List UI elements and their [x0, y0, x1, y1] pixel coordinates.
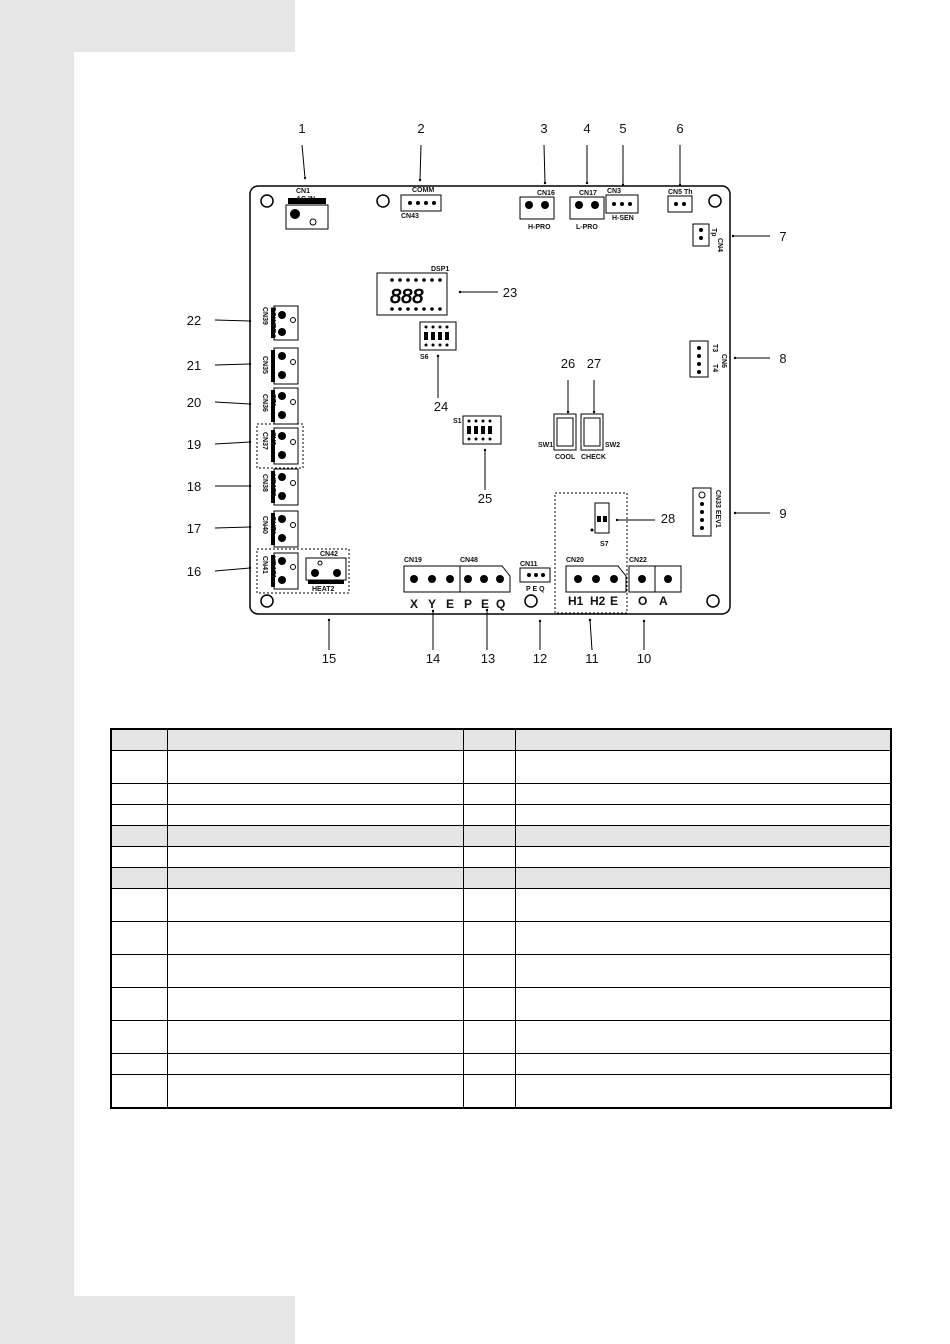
table-cell [463, 868, 516, 889]
callout-27: 27 [586, 356, 602, 371]
terminal-x: X [410, 597, 419, 611]
table-cell [111, 1021, 168, 1054]
table-cell [168, 988, 463, 1021]
table-cell [516, 784, 891, 805]
table-row [111, 826, 891, 847]
callout-6: 6 [676, 121, 684, 136]
cn20-label: CN20 [566, 557, 584, 564]
pcb-board-outline [250, 186, 730, 614]
cn35-label: CN35 [261, 356, 268, 374]
table-cell [516, 922, 891, 955]
leader-line-17 [215, 527, 250, 528]
callout-10: 10 [636, 651, 652, 666]
ac-in-label: AC IN [296, 196, 316, 203]
table-cell [111, 988, 168, 1021]
table-cell [111, 889, 168, 922]
terminal-o: O [638, 594, 648, 608]
callout-8: 8 [779, 351, 787, 366]
cn33-eev1-label: CN33 EEV1 [714, 490, 721, 528]
terminal-e: E [446, 597, 455, 611]
cn41-label: CN41 [261, 556, 268, 574]
table-cell [463, 826, 516, 847]
l-pro-label: L-PRO [576, 224, 598, 231]
tp-label: Tp [710, 228, 717, 237]
cn22-label: CN22 [629, 557, 647, 564]
table-cell [168, 826, 463, 847]
h-pro-label: H-PRO [528, 224, 551, 231]
peq-label: P E Q [526, 586, 545, 593]
callout-7: 7 [779, 229, 787, 244]
callout-13: 13 [480, 651, 496, 666]
leader-line-16 [215, 568, 250, 571]
cn11-label: CN11 [520, 561, 538, 568]
t3-label: T3 [711, 344, 718, 353]
dsp1-label: DSP1 [431, 266, 450, 273]
table-cell [111, 729, 168, 751]
cn17-label: CN17 [579, 190, 597, 197]
terminal-q: Q [496, 597, 506, 611]
cn3-label: CN3 [607, 188, 622, 195]
table-cell [111, 922, 168, 955]
th-label: Th [684, 189, 693, 196]
table-cell [111, 868, 168, 889]
cool-label: COOL [555, 454, 576, 461]
leader-line-2 [420, 145, 421, 180]
table-cell [111, 826, 168, 847]
callout-23: 23 [502, 285, 518, 300]
table-cell [516, 889, 891, 922]
cn37-label: CN37 [261, 432, 268, 450]
callout-28: 28 [660, 511, 676, 526]
callout-9: 9 [779, 506, 787, 521]
check-label: CHECK [581, 454, 606, 461]
cn39-label: CN39 [261, 307, 268, 325]
sv2-label: SV2 [269, 432, 276, 446]
callout-18: 18 [186, 479, 202, 494]
t4-label: T4 [711, 364, 718, 373]
table-cell [168, 1021, 463, 1054]
s7-label: S7 [600, 541, 609, 548]
table-cell [463, 805, 516, 826]
table-cell [168, 1054, 463, 1075]
terminal-p: P [464, 597, 473, 611]
table-row [111, 988, 891, 1021]
table-cell [516, 826, 891, 847]
table-cell [111, 784, 168, 805]
cn1-label: CN1 [296, 188, 311, 195]
table-row [111, 889, 891, 922]
table-row [111, 1075, 891, 1109]
page-margin-bottom [0, 1296, 295, 1344]
table-cell [168, 784, 463, 805]
terminal-e3: E [610, 594, 619, 608]
table-cell [111, 751, 168, 784]
table-cell [516, 1021, 891, 1054]
table-row [111, 751, 891, 784]
table-cell [463, 1075, 516, 1109]
dsp1-display [377, 266, 449, 315]
callout-19: 19 [186, 437, 202, 452]
callout-21: 21 [186, 358, 202, 373]
callout-22: 22 [186, 313, 202, 328]
comm-label: COMM [412, 187, 435, 194]
table-cell [463, 889, 516, 922]
table-cell [463, 1021, 516, 1054]
terminal-e2: E [481, 597, 490, 611]
terminal-y: Y [428, 597, 437, 611]
cn40-label: CN40 [261, 516, 268, 534]
table-cell [168, 868, 463, 889]
table-cell [516, 1054, 891, 1075]
s6-label: S6 [420, 354, 429, 361]
cn36-label: CN36 [261, 394, 268, 412]
h-sen-label: H-SEN [612, 215, 634, 222]
table-cell [463, 751, 516, 784]
cn4-label: CN4 [716, 238, 723, 253]
callout-15: 15 [321, 651, 337, 666]
table-cell [463, 955, 516, 988]
leader-line-21 [215, 364, 250, 365]
callout-3: 3 [540, 121, 548, 136]
table-cell [463, 922, 516, 955]
table-cell [111, 1075, 168, 1109]
s1-label: S1 [453, 418, 462, 425]
callout-17: 17 [186, 521, 202, 536]
table-cell [516, 805, 891, 826]
leader-line-20 [215, 402, 250, 404]
leader-line-11 [590, 620, 592, 650]
leader-line-22 [215, 320, 250, 321]
cn38-label: CN38 [261, 474, 268, 492]
callout-4: 4 [583, 121, 591, 136]
table-cell [168, 847, 463, 868]
table-cell [463, 729, 516, 751]
power4-label: POWER4 [269, 307, 276, 338]
table-row [111, 784, 891, 805]
table-row [111, 922, 891, 955]
table-cell [516, 1075, 891, 1109]
table-cell [168, 805, 463, 826]
cn16-label: CN16 [537, 190, 555, 197]
leader-line-3 [544, 145, 545, 183]
callout-24: 24 [433, 399, 449, 414]
table-row [111, 805, 891, 826]
table-cell [516, 988, 891, 1021]
table-cell [111, 847, 168, 868]
cn48-label: CN48 [460, 557, 478, 564]
callout-5: 5 [619, 121, 627, 136]
terminal-h2: H2 [590, 594, 606, 608]
table-cell [168, 922, 463, 955]
table-cell [168, 729, 463, 751]
callout-11: 11 [585, 651, 599, 666]
table-cell [168, 1075, 463, 1109]
cn19-label: CN19 [404, 557, 422, 564]
cn5-label: CN5 [668, 189, 683, 196]
cn43-label: CN43 [401, 213, 419, 220]
table-row [111, 729, 891, 751]
table-cell [516, 868, 891, 889]
callout-1: 1 [298, 121, 306, 136]
table-cell [516, 729, 891, 751]
callout-2: 2 [417, 121, 425, 136]
table-cell [463, 988, 516, 1021]
terminal-a: A [659, 594, 668, 608]
table-cell [463, 784, 516, 805]
table-row [111, 868, 891, 889]
table-row [111, 1054, 891, 1075]
callout-25: 25 [477, 491, 493, 506]
callout-26: 26 [560, 356, 576, 371]
table-cell [111, 1054, 168, 1075]
table-cell [516, 751, 891, 784]
table-cell [111, 805, 168, 826]
leader-line-1 [302, 145, 305, 178]
table-cell [516, 955, 891, 988]
out1-label: OUT1 [269, 516, 276, 535]
callout-12: 12 [532, 651, 548, 666]
heat1-label: HEAT1 [269, 556, 276, 579]
callout-16: 16 [186, 564, 202, 579]
leader-line-19 [215, 442, 250, 444]
st1-label: ST1 [269, 394, 276, 407]
table-cell [516, 847, 891, 868]
table-cell [168, 955, 463, 988]
callout-20: 20 [186, 395, 202, 410]
callout-14: 14 [425, 651, 441, 666]
display-digits: 888 [390, 286, 424, 308]
table-row [111, 847, 891, 868]
terminal-h1: H1 [568, 594, 584, 608]
cn5-connector [668, 189, 693, 212]
table-cell [463, 847, 516, 868]
heat2-label: HEAT2 [312, 586, 335, 593]
component-table [110, 728, 892, 1109]
sw1-label: SW1 [538, 442, 554, 449]
table-cell [168, 751, 463, 784]
sw2-label: SW2 [605, 442, 621, 449]
table-cell [168, 889, 463, 922]
heat3-label: HEAT3 [269, 474, 276, 497]
table-cell [463, 1054, 516, 1075]
table-row [111, 1021, 891, 1054]
cn42-label: CN42 [320, 551, 338, 558]
table-row [111, 955, 891, 988]
cn6-label: CN6 [720, 354, 727, 369]
table-cell [111, 955, 168, 988]
